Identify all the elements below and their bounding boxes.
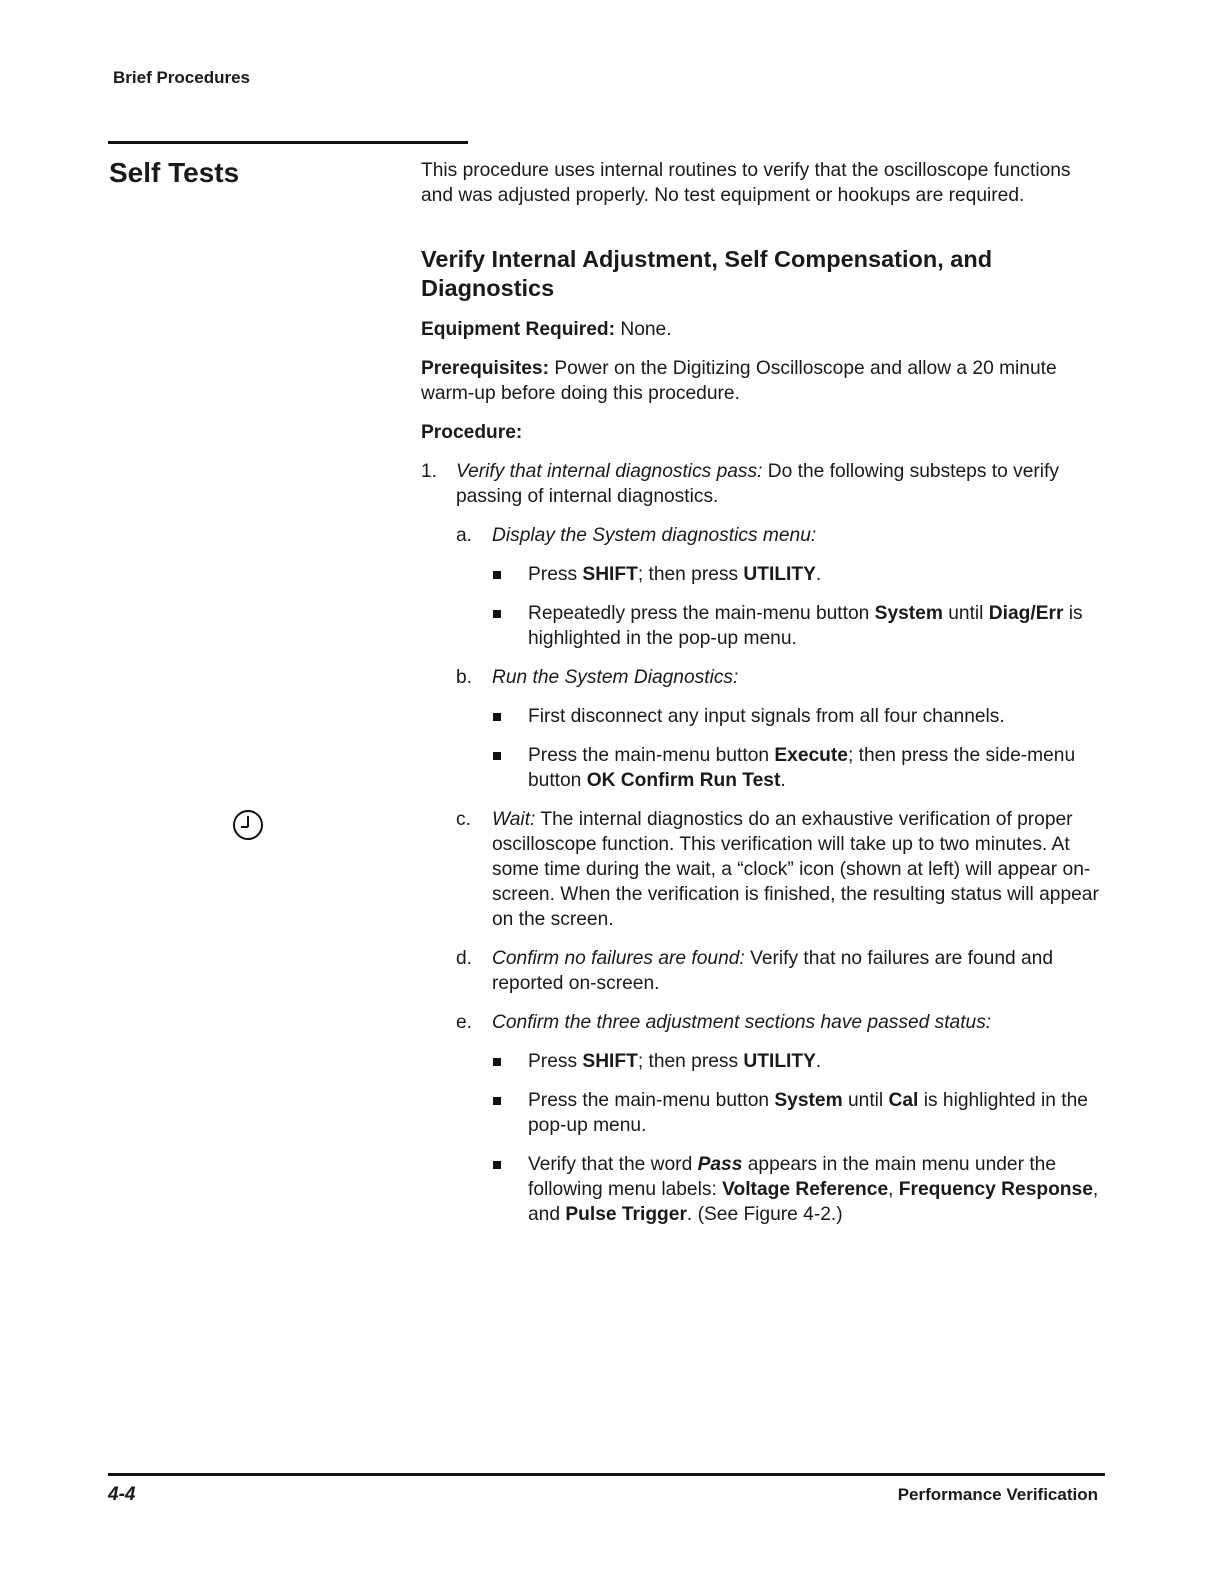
bullet-square-icon xyxy=(493,752,501,760)
key-label: SHIFT xyxy=(582,564,638,585)
key-label: System xyxy=(774,1090,843,1111)
key-label: UTILITY xyxy=(743,1051,816,1072)
section-title: Self Tests xyxy=(109,157,240,188)
bullet-square-icon xyxy=(493,571,501,579)
main-content xyxy=(421,158,1101,1241)
substep-c-letter: c. xyxy=(456,809,471,830)
substep-b-title: Run the System Diagnostics: xyxy=(492,667,739,688)
pass-word: Pass xyxy=(697,1154,743,1175)
bullet-square-icon xyxy=(493,713,501,721)
running-head: Brief Procedures xyxy=(113,68,250,87)
prerequisites-label: Prerequisites: xyxy=(421,358,549,379)
bullet-item: First disconnect any input signals from all four channels. xyxy=(421,704,1101,729)
bullet-square-icon xyxy=(493,1097,501,1105)
equipment-label: Equipment Required: xyxy=(421,319,616,340)
bullet-item: Repeatedly press the main-menu button System until Diag/Err is highlighted in the pop-up menu. xyxy=(421,601,1101,651)
substep-c-title: Wait: xyxy=(492,809,536,830)
substep-a-title: Display the System diagnostics menu: xyxy=(492,525,817,546)
bullet-item: Press the main-menu button System until Cal is highlighted in the pop-up menu. xyxy=(421,1088,1101,1138)
substep-e-letter: e. xyxy=(456,1012,473,1033)
page-number: 4-4 xyxy=(108,1484,136,1505)
substep-b-letter: b. xyxy=(456,667,473,688)
key-label: SHIFT xyxy=(582,1051,638,1072)
key-label: Diag/Err xyxy=(988,603,1064,624)
bullet-square-icon xyxy=(493,610,501,618)
substep-c xyxy=(421,807,1101,932)
equipment-text: None. xyxy=(615,319,672,340)
menu-label: Pulse Trigger xyxy=(565,1204,687,1225)
footer-rule xyxy=(108,1473,1105,1476)
footer-title: Performance Verification xyxy=(897,1485,1098,1504)
substep-c-text: The internal diagnostics do an exhaustive verification of proper oscilloscope function. This verification will take up to two minutes. At some time during the wait, a “clock” icon (shown at left) will appear on-screen. When the verification is finished, the resulting status will appear on the screen. xyxy=(492,809,1099,930)
step-1-number: 1. xyxy=(421,461,438,482)
bullet-item: Press the main-menu button Execute; then press the side-menu button OK Confirm Run Test. xyxy=(421,743,1101,793)
substep-b xyxy=(421,665,1101,690)
header-rule xyxy=(108,141,468,144)
bullet-item: Press SHIFT; then press UTILITY. xyxy=(421,1049,1101,1074)
substep-d-letter: d. xyxy=(456,948,473,969)
substep-e-title: Confirm the three adjustment sections have passed status: xyxy=(492,1012,992,1033)
key-label: System xyxy=(874,603,943,624)
key-label: OK Confirm Run Test xyxy=(586,770,781,791)
substep-d-title: Confirm no failures are found: xyxy=(492,948,745,969)
prerequisites-text: Power on the Digitizing Oscilloscope and allow a 20 minute warm-up before doing this procedure. xyxy=(421,358,1057,404)
menu-label: Frequency Response xyxy=(898,1179,1093,1200)
step-1-title: Verify that internal diagnostics pass: xyxy=(456,461,763,482)
subheading: Verify Internal Adjustment, Self Compensation, and Diagnostics xyxy=(421,246,993,301)
key-label: UTILITY xyxy=(743,564,816,585)
procedure-label: Procedure: xyxy=(421,422,523,443)
key-label: Execute xyxy=(774,745,848,766)
bullet-square-icon xyxy=(493,1058,501,1066)
bullet-item: Verify that the word Pass appears in the main menu under the following menu labels: Voltage Reference, Frequency Response, and Pulse Trigger. (See Figure 4-2.) xyxy=(421,1152,1101,1227)
step-1 xyxy=(421,459,1101,509)
key-label: Cal xyxy=(888,1090,919,1111)
bullet-item: Press SHIFT; then press UTILITY. xyxy=(421,562,1101,587)
substep-a-letter: a. xyxy=(456,525,473,546)
substep-e xyxy=(421,1010,1101,1035)
menu-label: Voltage Reference xyxy=(722,1179,889,1200)
equipment-paragraph xyxy=(421,317,1101,342)
step-1-text: Do the following substeps to verify passing of internal diagnostics. xyxy=(456,461,1059,507)
substep-d-text: Verify that no failures are found and reported on-screen. xyxy=(492,948,1054,994)
substep-a xyxy=(421,523,1101,548)
substep-d xyxy=(421,946,1101,996)
prerequisites-paragraph xyxy=(421,356,1101,406)
intro-paragraph: This procedure uses internal routines to verify that the oscilloscope functions and was adjusted properly. No test equipment or hookups are required. xyxy=(421,160,1071,206)
bullet-square-icon xyxy=(493,1161,501,1169)
clock-icon xyxy=(230,807,266,843)
